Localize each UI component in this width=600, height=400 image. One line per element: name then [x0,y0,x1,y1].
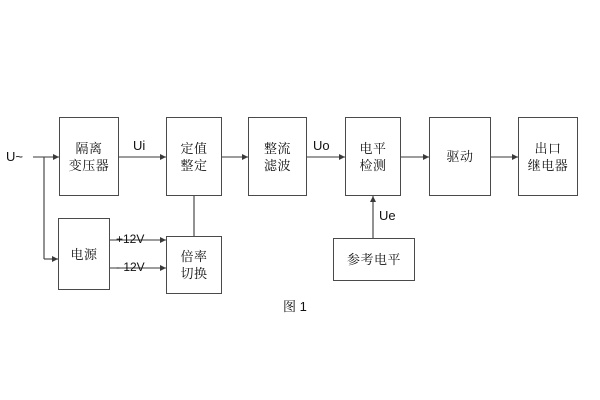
figure-caption: 图 1 [283,299,307,314]
block-level-detect-line1: 电平 [359,140,387,156]
block-setting-adjust-line1: 定值 [180,140,208,156]
block-drive-line1: 驱动 [446,149,474,164]
block-multiplier-switch-line2: 切换 [180,266,208,281]
block-power-supply-line1: 电源 [70,246,98,262]
block-reference-level-line1: 参考电平 [346,252,401,267]
supply-minus12-label: - 12V [116,260,145,274]
block-rectifier-filter-line1: 整流 [263,140,291,156]
block-output-relay-line1: 出口 [534,140,562,156]
block-rectifier-filter-line2: 滤波 [263,157,291,173]
block-drive[interactable] [429,117,491,196]
signal-ue-label: Ue [379,208,396,223]
block-level-detect[interactable] [345,117,401,196]
block-level-detect-line2: 检测 [359,157,387,173]
block-multiplier-switch-line1: 倍率 [180,249,208,264]
block-isolation-transformer-line1: 隔离 [75,140,103,156]
block-multiplier-switch[interactable] [166,236,222,294]
signal-uo-label: Uo [313,138,330,153]
block-isolation-transformer[interactable] [59,117,119,196]
signal-ui-label: Ui [133,138,146,153]
block-isolation-transformer-line2: 变压器 [68,157,110,173]
block-power-supply[interactable] [58,218,110,290]
block-output-relay[interactable] [518,117,578,196]
supply-plus12-label: +12V [116,232,145,246]
block-setting-adjust[interactable] [166,117,222,196]
input-voltage-label: U~ [6,149,23,164]
block-output-relay-line2: 继电器 [527,157,569,173]
block-setting-adjust-line2: 整定 [180,157,208,173]
block-reference-level[interactable] [333,238,415,281]
block-rectifier-filter[interactable] [248,117,307,196]
